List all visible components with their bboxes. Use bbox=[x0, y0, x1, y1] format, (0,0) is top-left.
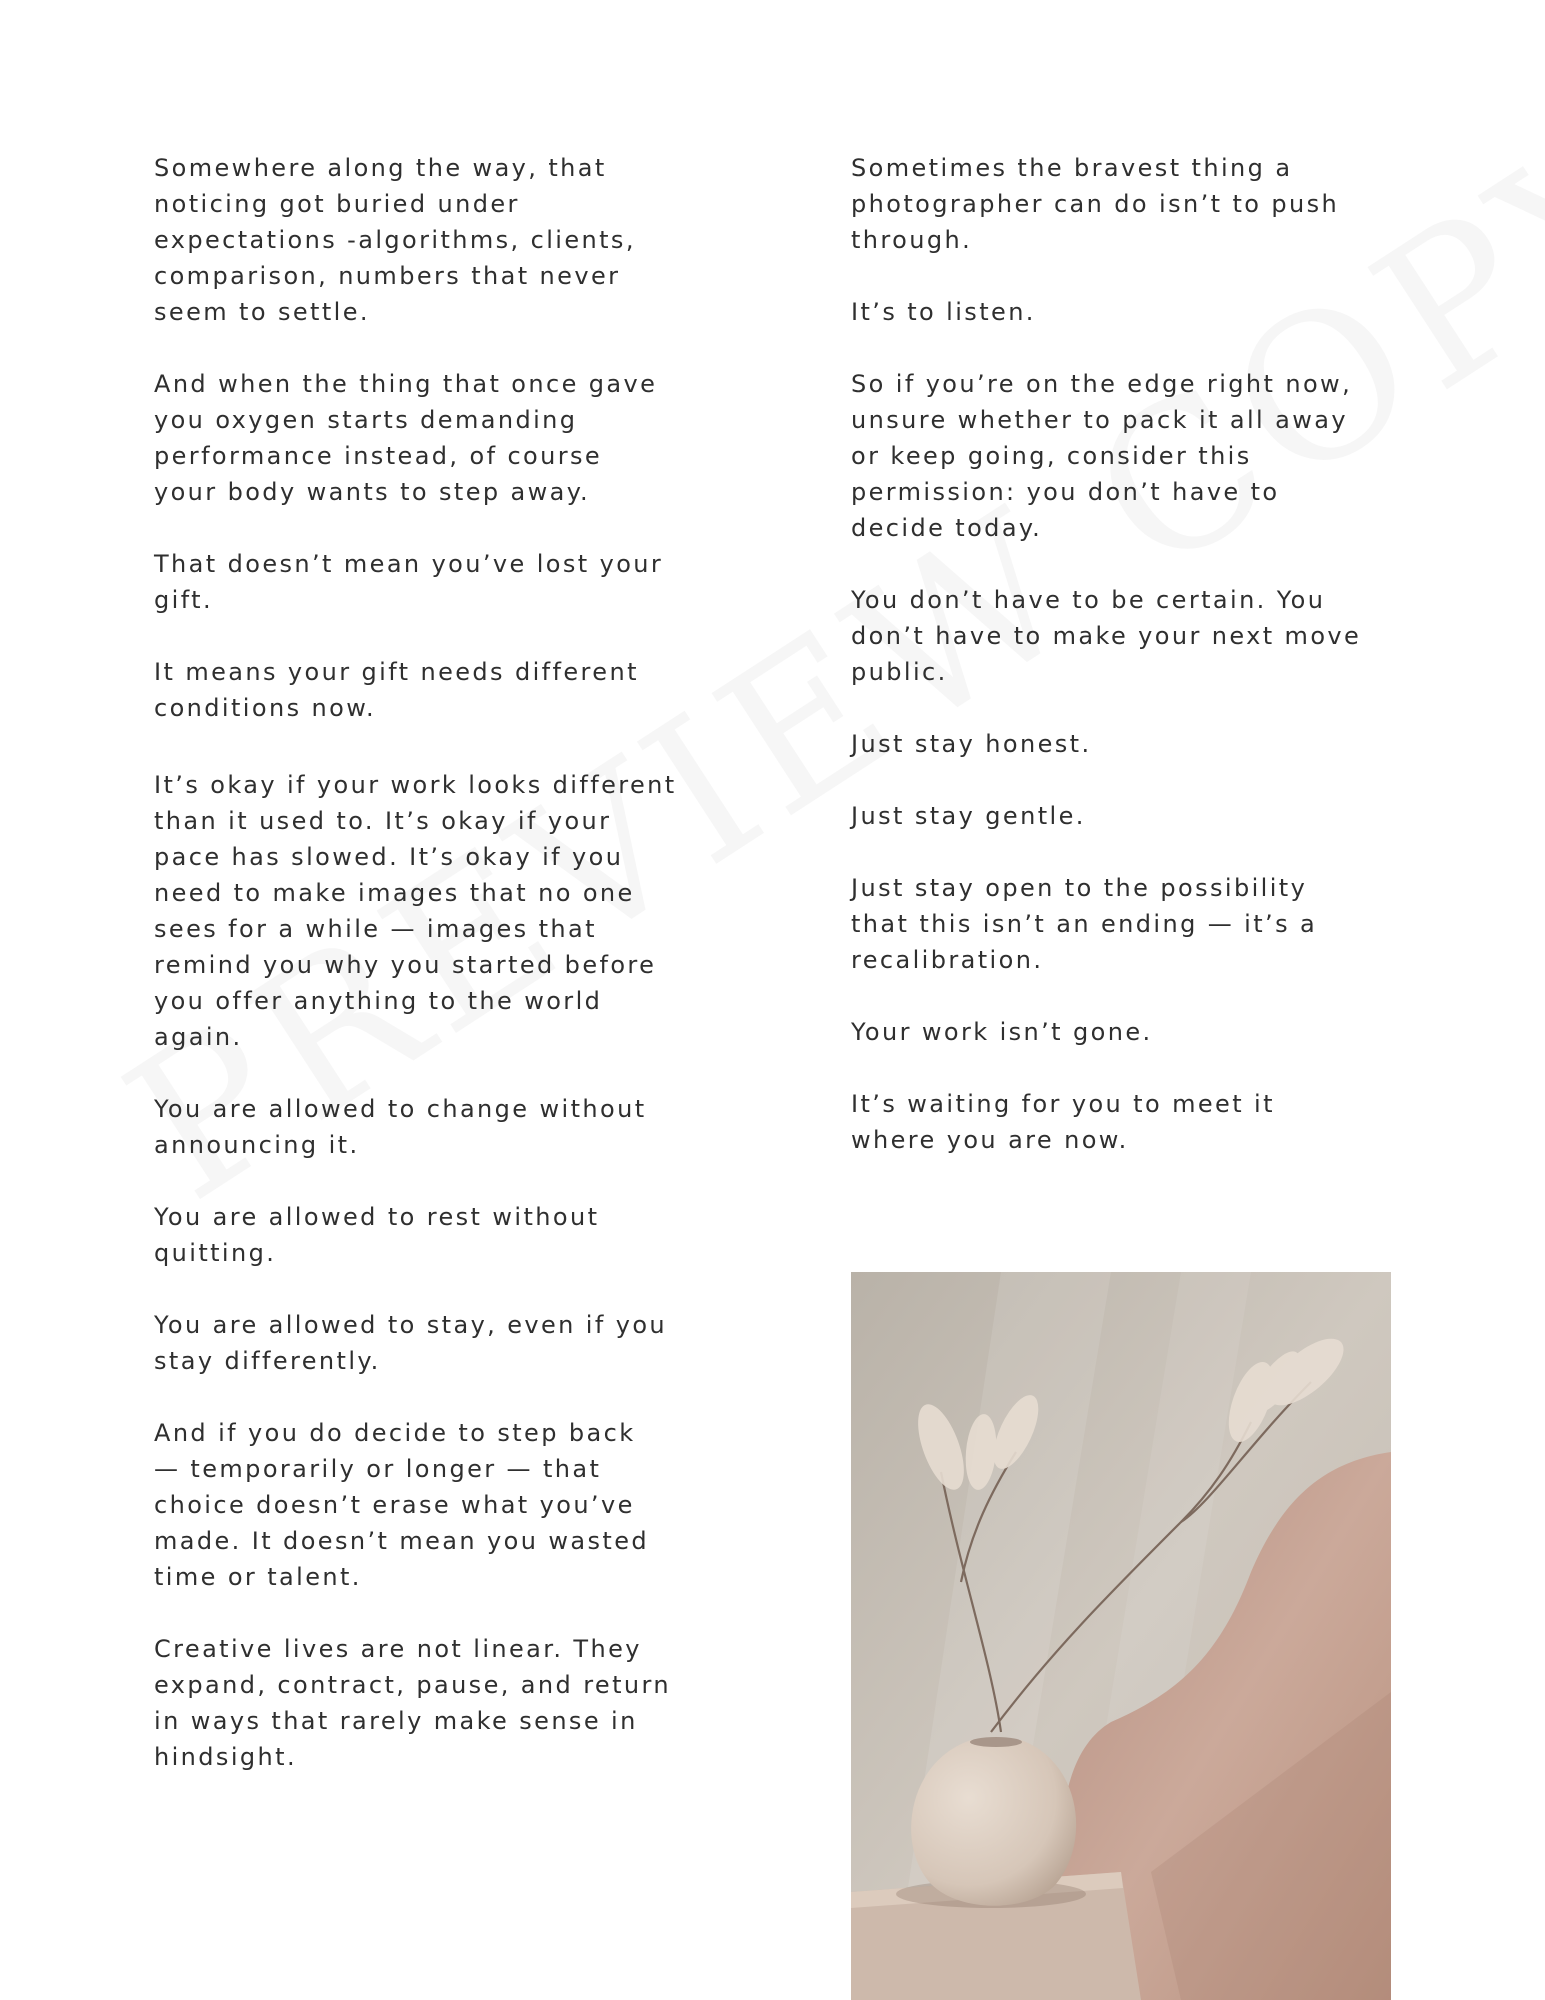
paragraph: Your work isn’t gone. bbox=[851, 1018, 1153, 1046]
vase-photo bbox=[851, 1272, 1391, 2000]
paragraph: And if you do decide to step back — temporarily or longer — that choice doesn’t erase what you’ve made. It doesn’t mean you wasted time or talent. bbox=[154, 1419, 649, 1591]
vase-mouth bbox=[970, 1737, 1022, 1747]
paragraph: It’s waiting for you to meet it where you are now. bbox=[851, 1090, 1275, 1154]
paragraph: You don’t have to be certain. You don’t have to make your next move public. bbox=[851, 586, 1362, 686]
paragraph: Just stay honest. bbox=[851, 730, 1092, 758]
right-text-column bbox=[851, 150, 1411, 1194]
paragraph: You are allowed to change without announcing it. bbox=[154, 1095, 647, 1159]
paragraph: That doesn’t mean you’ve lost your gift. bbox=[154, 550, 664, 614]
vase bbox=[911, 1740, 1076, 1906]
paragraph: You are allowed to rest without quitting. bbox=[154, 1203, 600, 1267]
paragraph: And when the thing that once gave you oxygen starts demanding performance instead, of course your body wants to step away. bbox=[154, 370, 658, 506]
paragraph: So if you’re on the edge right now, unsure whether to pack it all away or keep going, consider this permission: you don’t have to decide today. bbox=[851, 370, 1353, 542]
paragraph: Just stay gentle. bbox=[851, 802, 1086, 830]
left-text-column bbox=[154, 150, 714, 1811]
paragraph: Just stay open to the possibility that this isn’t an ending — it’s a recalibration. bbox=[851, 874, 1318, 974]
paragraph: It’s okay if your work looks different than it used to. It’s okay if your pace has slowed. It’s okay if you need to make images that no one sees for a while — images that remind you why you started before you offer anything to the world again. bbox=[154, 771, 677, 1051]
paragraph: Somewhere along the way, that noticing got buried under expectations -algorithms, clients, comparison, numbers that never seem to settle. bbox=[154, 154, 636, 326]
paragraph: It means your gift needs different conditions now. bbox=[154, 658, 639, 722]
paragraph: It’s to listen. bbox=[851, 298, 1036, 326]
paragraph: Creative lives are not linear. They expand, contract, pause, and return in ways that rarely make sense in hindsight. bbox=[154, 1635, 671, 1771]
paragraph: You are allowed to stay, even if you stay differently. bbox=[154, 1311, 668, 1375]
paragraph: Sometimes the bravest thing a photographer can do isn’t to push through. bbox=[851, 154, 1340, 254]
